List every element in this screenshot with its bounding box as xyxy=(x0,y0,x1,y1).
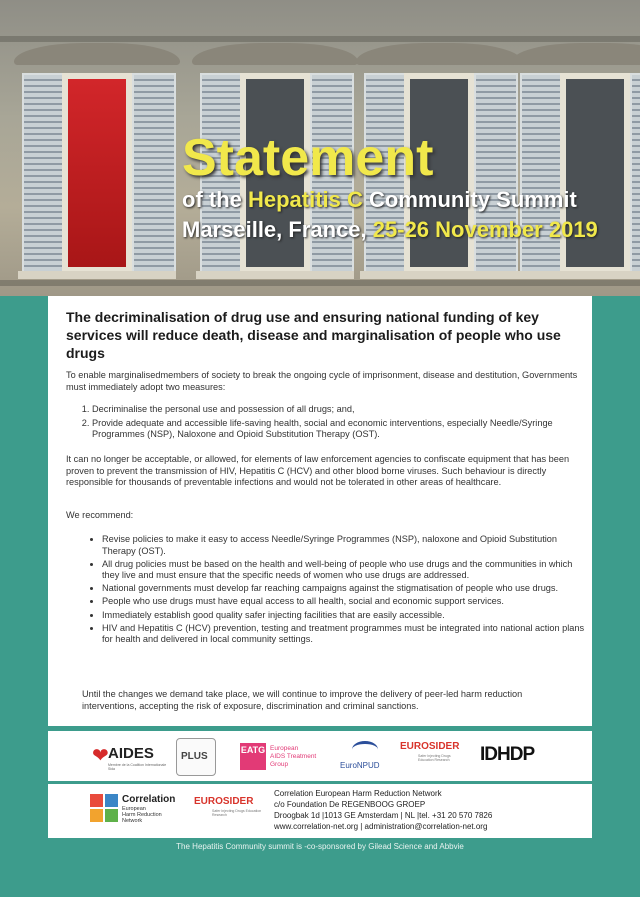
building-window xyxy=(22,55,172,270)
intro-paragraph: To enable marginalisedmembers of society to break the ongoing cycle of imprisonment, disease and destitution, Governments must immediately adopt two measures: xyxy=(66,370,578,392)
euronpud-logo: EuroNPUD xyxy=(338,741,398,775)
contact-address: Droogbak 1d |1013 GE Amsterdam | NL |tel. +31 20 570 7826 xyxy=(274,811,493,820)
idhdp-logo: IDHDP xyxy=(480,744,535,765)
list-item: • HIV and Hepatitis C (HCV) prevention, testing and treatment programmes must be integrated into national action plans for health and delivered in local community settings. xyxy=(102,623,590,646)
list-item: • Revise policies to make it easy to access Needle/Syringe Programmes (NSP), naloxone and Opioid Substitution Therapy (OST). xyxy=(102,534,590,557)
list-item: • Immediately establish good quality safer injecting facilities that are easily accessible. xyxy=(102,610,590,622)
plus-logo: PLUS xyxy=(176,738,216,776)
list-item: • People who use drugs must have equal access to all health, social and economic support services. xyxy=(102,596,590,608)
statement-headline: The decriminalisation of drug use and ensuring national funding of key services will reduce death, disease and marginalisation of people who use drugs xyxy=(66,309,561,361)
recommend-label: We recommend: xyxy=(66,510,134,520)
list-item: • All drug policies must be based on the health and well-being of people who use drugs and the communities in which they live and must ensure that the specific needs of women who use drugs are addressed. xyxy=(102,559,590,582)
wall-ledge xyxy=(0,36,640,42)
page-title: Statement xyxy=(182,129,434,187)
list-item: 2. Provide adequate and accessible life-saving health, social and economic interventions, especially Needle/Syringe Programmes (NSP), Naloxone and Opioid Substitution Therapy (OST). xyxy=(92,418,588,441)
wall-ledge xyxy=(0,280,640,286)
contact-details xyxy=(274,788,584,836)
partner-logos xyxy=(48,731,592,781)
correlation-logo: Correlation European Harm Reduction Network xyxy=(90,794,190,830)
aides-logo: ❤ AIDES Membre de la Coalition Internationale Sida xyxy=(92,745,167,771)
red-ribbon-icon: ❤ xyxy=(92,745,109,767)
statement-card xyxy=(48,296,592,726)
title-block xyxy=(182,129,598,244)
wave-icon xyxy=(352,741,378,758)
measures-list xyxy=(78,404,588,443)
eurosider-logo: EUROSIDER Safer Injecting Drugs Education Research xyxy=(400,741,460,762)
contact-org: Correlation European Harm Reduction Network xyxy=(274,789,442,798)
contact-web-email[interactable]: www.correlation-net.org | administration@correlation-net.org xyxy=(274,822,488,831)
hero-banner xyxy=(0,0,640,296)
list-item: • National governments must develop far reaching campaigns against the stigmatisation of people who use drugs. xyxy=(102,583,590,595)
eatg-logo: EATG European AIDS Treatment Group xyxy=(240,745,317,768)
list-item: 1. Decriminalise the personal use and possession of all drugs; and, xyxy=(92,404,588,416)
law-enforcement-paragraph: It can no longer be acceptable, or allowed, for elements of law enforcement agencies to confiscate equipment that has been proven to prevent the transmission of HIV, Hepatitis C (HCV) and other blood borne viruses. Such behaviour is directly responsible for thousands of preventable infections and would not be tolerated in other areas of healthcare. xyxy=(66,454,570,488)
contact-care-of: c/o Foundation De REGENBOOG GROEP xyxy=(274,800,426,809)
subtitle-line-1: of the Hepatitis C Community Summit xyxy=(182,187,577,212)
subtitle-line-2: Marseille, France, 25-26 November 2019 xyxy=(182,217,598,242)
recommendations-list xyxy=(90,534,590,647)
color-squares-icon xyxy=(90,794,118,822)
sponsor-footer: The Hepatitis Community summit is -co-sponsored by Gilead Science and Abbvie xyxy=(176,842,464,851)
organiser-contact xyxy=(48,784,592,838)
closing-paragraph: Until the changes we demand take place, we will continue to improve the delivery of peer-led harm reduction interventions, accepting the risk of exposure, discrimination and criminal sanctions. xyxy=(82,689,523,711)
eurosider-logo: EUROSIDER Safer Injecting Drugs Education Research xyxy=(194,796,262,817)
